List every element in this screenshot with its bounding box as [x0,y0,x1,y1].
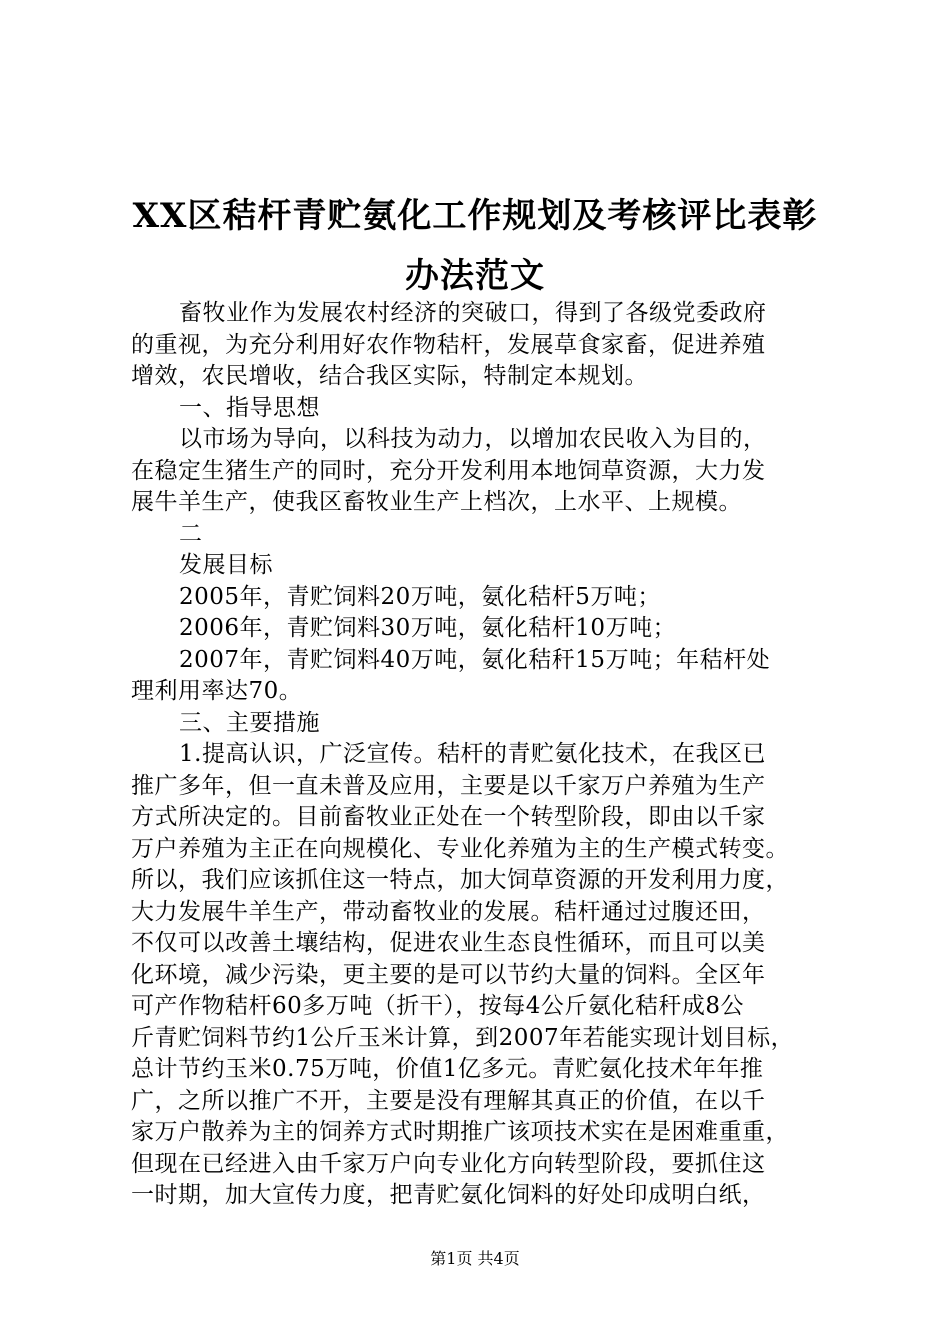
body-line: 大力发展牛羊生产，带动畜牧业的发展。秸杆通过过腹还田， [131,898,766,925]
document-body [131,298,831,1212]
body-line: 畜牧业作为发展农村经济的突破口，得到了各级党委政府 [179,300,767,326]
body-line: 2005年，青贮饲料20万吨，氨化秸杆5万吨； [179,583,661,610]
body-line: 万户养殖为主正在向规模化、专业化养殖为主的生产模式转变。 [131,835,789,862]
section-heading: 一、指导思想 [179,394,320,421]
body-line: 一时期，加大宣传力度，把青贮氨化饲料的好处印成明白纸， [131,1182,766,1208]
body-line: 斤青贮饲料节约1公斤玉米计算，到2007年若能实现计划目标， [131,1024,795,1051]
body-line: 增效，农民增收，结合我区实际，特制定本规划。 [131,363,648,389]
body-line: 的重视，为充分利用好农作物秸杆，发展草食家畜，促进养殖 [131,331,766,358]
body-line: 化环境，减少污染，更主要的是可以节约大量的饲料。全区年 [131,961,766,988]
document-title-line-1: XX区秸杆青贮氨化工作规划及考核评比表彰 [132,196,818,236]
body-line: 方式所决定的。目前畜牧业正处在一个转型阶段，即由以千家 [131,804,766,830]
body-line: 可产作物秸杆60多万吨（折干），按每4公斤氨化秸秆成8公 [131,993,745,1019]
body-line: 2007年，青贮饲料40万吨，氨化秸秆15万吨；年秸杆处 [179,646,771,673]
body-line: 理利用率达70。 [131,678,303,704]
body-line: 但现在已经进入由千家万户向专业化方向转型阶段，要抓住这 [131,1150,766,1177]
body-line: 以市场为导向，以科技为动力，以增加农民收入为目的， [179,426,767,452]
page-footer: 第1页 共4页 [430,1249,520,1268]
section-heading: 三、主要措施 [179,709,320,736]
body-line: 家万户散养为主的饲养方式时期推广该项技术实在是困难重重， [131,1119,789,1145]
body-line: 在稳定生猪生产的同时，充分开发利用本地饲草资源，大力发 [131,457,766,484]
section-heading: 二 [179,520,203,547]
body-line: 2006年，青贮饲料30万吨，氨化秸杆10万吨； [179,615,677,641]
body-line: 展牛羊生产，使我区畜牧业生产上档次，上水平、上规模。 [131,489,742,515]
document-title-line-2: 办法范文 [405,256,545,296]
body-line: 不仅可以改善土壤结构，促进农业生态良性循环，而且可以美 [131,930,766,956]
body-line: 推广多年，但一直未普及应用，主要是以千家万户养殖为生产 [131,772,766,799]
body-line: 广，之所以推广不开，主要是没有理解其真正的价值，在以千 [131,1087,766,1114]
body-line: 1.提高认识，广泛宣传。秸杆的青贮氨化技术，在我区已 [179,741,766,767]
body-line: 所以，我们应该抓住这一特点，加大饲草资源的开发利用力度， [131,867,789,893]
section-heading: 发展目标 [179,552,273,578]
body-line: 总计节约玉米0.75万吨，价值1亿多元。青贮氨化技术年年推 [131,1056,764,1082]
